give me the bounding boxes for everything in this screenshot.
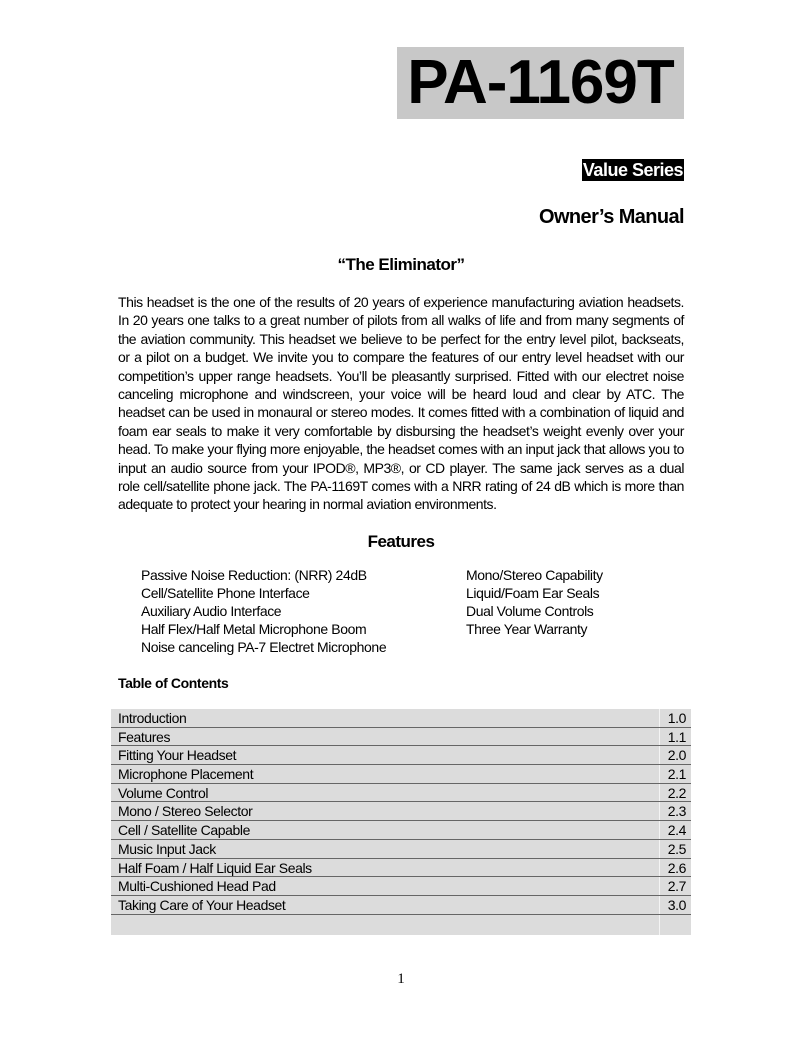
toc-row — [111, 746, 691, 765]
feature-item: Three Year Warranty — [466, 621, 588, 637]
features-left-list — [141, 566, 386, 656]
toc-row — [111, 896, 691, 915]
toc-section-number: 1.0 — [667, 710, 686, 726]
toc-row — [111, 877, 691, 896]
toc-title: Taking Care of Your Headset — [111, 896, 660, 914]
product-nickname: “The Eliminator” — [337, 255, 465, 274]
toc-row — [111, 840, 691, 859]
toc-title: Fitting Your Headset — [111, 746, 660, 764]
toc-section-number: 2.0 — [667, 747, 686, 764]
intro-paragraph: This headset is the one of the results of 20 years of experience manufacturing aviation headsets. In 20 years one talks to a great number of pilots from all walks of life and from many segments of the aviation community. This headset we believe to be perfect for the entry level pilot, backseats, or a pilot on a budget. We invite you to compare the features of our entry level headset with our competition’s upper range headsets. You’ll be pleasantly surprised. Fitted with our electret noise canceling microphone and windscreen, your voice will be heard loud and clear by ATC. The headset can be used in monaural or stereo modes. It comes fitted with a combination of liquid and foam ear seals to make it very comfortable by disbursing the headset’s weight evenly over your head. To make your flying more enjoyable, the headset comes with an input jack that allows you to input an audio source from your IPOD®, MP3®, or CD player. The same jack serves as a dual role cell/satellite phone jack. The PA-1169T comes with a NRR rating of 24 dB which is more than adequate to protect your hearing in normal aviation environments. — [118, 294, 684, 513]
feature-item: Auxiliary Audio Interface — [141, 603, 282, 619]
features-heading: Features — [367, 532, 435, 551]
toc-section-number: 1.1 — [667, 728, 686, 745]
toc-title: Introduction — [111, 709, 660, 727]
toc-section-number: 2.5 — [667, 840, 686, 857]
toc-section-number: 2.3 — [667, 803, 686, 820]
toc-section-number: 2.7 — [667, 878, 686, 895]
toc-title: Features — [111, 728, 660, 746]
toc-title: Music Input Jack — [111, 840, 660, 858]
toc-section-number: 3.0 — [667, 896, 686, 913]
toc-row — [111, 802, 691, 821]
toc-title: Mono / Stereo Selector — [111, 802, 660, 820]
page-number: 1 — [397, 971, 405, 987]
toc-blank-row — [111, 915, 691, 935]
toc-table — [111, 709, 691, 935]
toc-section-number: 2.2 — [667, 784, 686, 801]
toc-title: Microphone Placement — [111, 765, 660, 783]
toc-heading: Table of Contents — [118, 675, 229, 691]
toc-title: Half Foam / Half Liquid Ear Seals — [111, 859, 660, 877]
toc-row — [111, 765, 691, 784]
toc-title: Multi-Cushioned Head Pad — [111, 877, 660, 895]
feature-item: Noise canceling PA-7 Electret Microphone — [141, 639, 387, 655]
feature-item: Cell/Satellite Phone Interface — [141, 585, 310, 601]
feature-item: Passive Noise Reduction: (NRR) 24dB — [141, 567, 367, 583]
toc-title: Cell / Satellite Capable — [111, 821, 660, 839]
feature-item: Liquid/Foam Ear Seals — [466, 585, 600, 601]
toc-row — [111, 784, 691, 803]
manual-subtitle: Owner’s Manual — [539, 206, 684, 228]
toc-row — [111, 728, 691, 747]
toc-section-number: 2.1 — [667, 766, 686, 783]
feature-item: Dual Volume Controls — [466, 603, 594, 619]
model-title: PA-1169T — [397, 47, 684, 119]
features-right-list — [466, 566, 603, 638]
feature-item: Mono/Stereo Capability — [466, 567, 603, 583]
toc-section-number: 2.4 — [667, 822, 686, 839]
toc-title: Volume Control — [111, 784, 660, 802]
series-badge: Value Series — [582, 160, 683, 180]
toc-row — [111, 859, 691, 878]
toc-section-number: 2.6 — [667, 859, 686, 876]
toc-row — [111, 821, 691, 840]
toc-row — [111, 709, 691, 728]
feature-item: Half Flex/Half Metal Microphone Boom — [141, 621, 367, 637]
